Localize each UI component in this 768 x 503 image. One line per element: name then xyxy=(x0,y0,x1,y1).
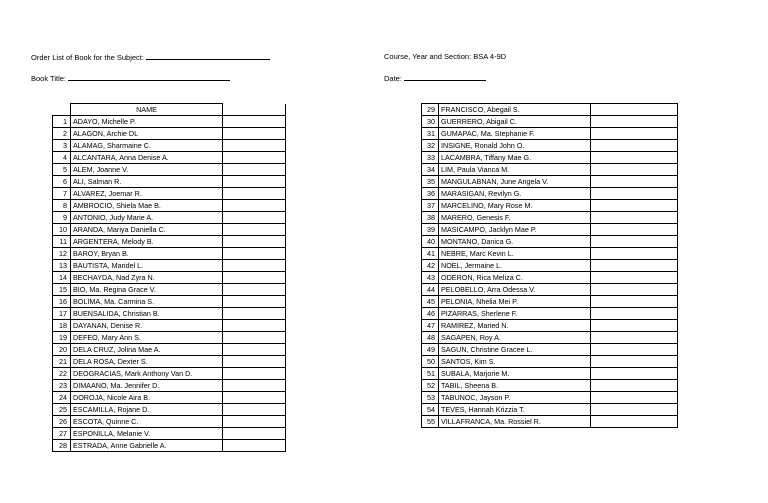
subject-label: Order List of Book for the Subject: xyxy=(31,53,144,62)
student-name: SUBALA, Marjorie M. xyxy=(439,368,591,380)
row-number: 38 xyxy=(422,212,439,224)
table-row xyxy=(53,416,286,428)
row-number: 52 xyxy=(422,380,439,392)
table-row xyxy=(422,344,678,356)
table-row xyxy=(422,392,678,404)
blank-cell xyxy=(223,224,286,236)
row-number: 23 xyxy=(53,380,71,392)
student-name: DELA CRUZ, Jolina Mae A. xyxy=(71,344,223,356)
student-name: SAGAPEN, Roy A. xyxy=(439,332,591,344)
student-name: TABIL, Sheena B. xyxy=(439,380,591,392)
blank-cell xyxy=(591,152,678,164)
blank-cell xyxy=(223,416,286,428)
blank-cell xyxy=(591,200,678,212)
row-number: 11 xyxy=(53,236,71,248)
student-name: DOROJA, Nicole Aira B. xyxy=(71,392,223,404)
student-name: BAUTISTA, Maridel L. xyxy=(71,260,223,272)
student-name: MONTANO, Danica G. xyxy=(439,236,591,248)
blank-cell xyxy=(223,188,286,200)
course-label: Course, Year and Section: xyxy=(384,52,472,61)
table-header-row xyxy=(53,104,286,116)
table-row xyxy=(422,368,678,380)
table-row xyxy=(53,308,286,320)
row-number: 20 xyxy=(53,344,71,356)
blank-cell xyxy=(223,128,286,140)
table-row xyxy=(422,200,678,212)
table-row xyxy=(422,320,678,332)
table-row xyxy=(422,272,678,284)
blank-cell xyxy=(223,392,286,404)
table-row xyxy=(422,260,678,272)
blank-cell xyxy=(223,344,286,356)
blank-cell xyxy=(223,248,286,260)
book-title-field xyxy=(31,73,230,83)
table-row xyxy=(53,260,286,272)
table-row xyxy=(422,332,678,344)
table-row xyxy=(53,404,286,416)
blank-cell xyxy=(591,320,678,332)
row-number: 51 xyxy=(422,368,439,380)
row-number: 5 xyxy=(53,164,71,176)
blank-cell xyxy=(591,332,678,344)
student-name: INSIGNE, Ronald John O. xyxy=(439,140,591,152)
row-number: 25 xyxy=(53,404,71,416)
row-number: 42 xyxy=(422,260,439,272)
table-row xyxy=(422,152,678,164)
blank-cell xyxy=(591,140,678,152)
blank-cell xyxy=(223,440,286,452)
book-title-label: Book Title: xyxy=(31,74,67,83)
blank-cell xyxy=(591,104,678,116)
table-row xyxy=(53,428,286,440)
table-row xyxy=(422,104,678,116)
student-name: SAGUN, Christine Gracee L. xyxy=(439,344,591,356)
row-number: 41 xyxy=(422,248,439,260)
table-row xyxy=(422,224,678,236)
student-name: FRANCISCO, Abegail S. xyxy=(439,104,591,116)
blank-cell xyxy=(591,380,678,392)
row-number: 9 xyxy=(53,212,71,224)
table-row xyxy=(422,380,678,392)
blank-cell xyxy=(223,272,286,284)
blank-cell xyxy=(591,344,678,356)
table-row xyxy=(53,152,286,164)
row-number: 37 xyxy=(422,200,439,212)
table-row xyxy=(422,296,678,308)
student-name: GUERRERO, Abigail C. xyxy=(439,116,591,128)
blank-cell xyxy=(591,272,678,284)
course-field xyxy=(384,52,506,61)
student-name: ALAMAG, Sharmaine C. xyxy=(71,140,223,152)
table-row xyxy=(422,308,678,320)
row-number: 47 xyxy=(422,320,439,332)
student-name: ANTONIO, Judy Marie A. xyxy=(71,212,223,224)
row-number: 49 xyxy=(422,344,439,356)
row-number: 24 xyxy=(53,392,71,404)
row-number: 32 xyxy=(422,140,439,152)
blank-cell xyxy=(591,188,678,200)
blank-cell xyxy=(591,392,678,404)
student-name: MARCELINO, Mary Rose M. xyxy=(439,200,591,212)
student-name: ESCAMILLA, Rojane D. xyxy=(71,404,223,416)
row-number: 36 xyxy=(422,188,439,200)
student-name: DAYANAN, Denise R. xyxy=(71,320,223,332)
student-name: ARGENTERA, Melody B. xyxy=(71,236,223,248)
blank-cell xyxy=(223,428,286,440)
date-label: Date: xyxy=(384,74,402,83)
row-number: 7 xyxy=(53,188,71,200)
row-number: 55 xyxy=(422,416,439,428)
student-name: PIZARRAS, Sherlene F. xyxy=(439,308,591,320)
table-row xyxy=(53,272,286,284)
table-row xyxy=(53,356,286,368)
row-number: 2 xyxy=(53,128,71,140)
row-number: 17 xyxy=(53,308,71,320)
student-name: TABUNOC, Jayson P. xyxy=(439,392,591,404)
row-number: 27 xyxy=(53,428,71,440)
row-number: 14 xyxy=(53,272,71,284)
student-name: RAMIREZ, Maried N. xyxy=(439,320,591,332)
blank-cell xyxy=(591,176,678,188)
roster-table-right xyxy=(421,103,678,428)
table-row xyxy=(53,344,286,356)
blank-cell xyxy=(223,296,286,308)
row-number: 45 xyxy=(422,296,439,308)
student-name: ODERON, Rica Meliza C. xyxy=(439,272,591,284)
blank-header-cell xyxy=(223,104,286,116)
row-number: 26 xyxy=(53,416,71,428)
blank-cell xyxy=(591,224,678,236)
student-name: DIMAANO, Ma. Jennifer D. xyxy=(71,380,223,392)
roster-table-left xyxy=(52,103,286,452)
student-name: AMBROCIO, Shiela Mae B. xyxy=(71,200,223,212)
blank-cell xyxy=(591,236,678,248)
student-name: MARERO, Genesis F. xyxy=(439,212,591,224)
blank-cell xyxy=(223,380,286,392)
row-number: 4 xyxy=(53,152,71,164)
row-number: 50 xyxy=(422,356,439,368)
table-row xyxy=(53,188,286,200)
table-row xyxy=(422,236,678,248)
blank-cell xyxy=(591,284,678,296)
student-name: BIO, Ma. Regina Grace V. xyxy=(71,284,223,296)
table-row xyxy=(53,392,286,404)
student-name: SANTOS, Kim S. xyxy=(439,356,591,368)
row-number: 22 xyxy=(53,368,71,380)
row-number: 8 xyxy=(53,200,71,212)
row-number: 28 xyxy=(53,440,71,452)
blank-cell xyxy=(591,212,678,224)
table-row xyxy=(53,116,286,128)
student-name: ARANDA, Mariya Daniella C. xyxy=(71,224,223,236)
row-number: 44 xyxy=(422,284,439,296)
student-name: BAROY, Bryan B. xyxy=(71,248,223,260)
table-row xyxy=(53,248,286,260)
blank-cell xyxy=(223,404,286,416)
blank-cell xyxy=(591,164,678,176)
blank-cell xyxy=(223,140,286,152)
table-row xyxy=(53,176,286,188)
row-number: 30 xyxy=(422,116,439,128)
student-name: BECHAYDA, Nad Zyra N. xyxy=(71,272,223,284)
row-number: 48 xyxy=(422,332,439,344)
blank-cell xyxy=(223,176,286,188)
blank-cell xyxy=(591,296,678,308)
table-row xyxy=(53,440,286,452)
row-number: 31 xyxy=(422,128,439,140)
table-row xyxy=(53,320,286,332)
row-number: 16 xyxy=(53,296,71,308)
student-name: GUMAPAC, Ma. Stephanie F. xyxy=(439,128,591,140)
row-number: 39 xyxy=(422,224,439,236)
row-number: 35 xyxy=(422,176,439,188)
student-name: ALEM, Joanne V. xyxy=(71,164,223,176)
blank-cell xyxy=(591,404,678,416)
row-number: 1 xyxy=(53,116,71,128)
row-number: 33 xyxy=(422,152,439,164)
row-number: 12 xyxy=(53,248,71,260)
table-row xyxy=(53,284,286,296)
blank-cell xyxy=(223,320,286,332)
course-value: BSA 4-9D xyxy=(473,52,507,61)
student-name: MASICAMPO, Jacklyn Mae P. xyxy=(439,224,591,236)
student-name: PELOBELLO, Arra Odessa V. xyxy=(439,284,591,296)
blank-cell xyxy=(223,116,286,128)
table-row xyxy=(422,416,678,428)
student-name: VILLAFRANCA, Ma. Rossiel R. xyxy=(439,416,591,428)
table-row xyxy=(53,332,286,344)
blank-cell xyxy=(223,308,286,320)
table-row xyxy=(53,296,286,308)
blank-cell xyxy=(591,116,678,128)
row-number: 53 xyxy=(422,392,439,404)
blank-cell xyxy=(223,200,286,212)
blank-cell xyxy=(591,260,678,272)
row-number: 46 xyxy=(422,308,439,320)
table-row xyxy=(422,248,678,260)
blank-cell xyxy=(223,152,286,164)
date-field xyxy=(384,73,486,83)
table-row xyxy=(422,116,678,128)
blank-cell xyxy=(223,284,286,296)
row-number: 43 xyxy=(422,272,439,284)
blank-cell xyxy=(591,308,678,320)
student-name: MARASIGAN, Revilyn G. xyxy=(439,188,591,200)
table-row xyxy=(53,236,286,248)
student-name: LACAMBRA, Tiffany Mae G. xyxy=(439,152,591,164)
row-number: 34 xyxy=(422,164,439,176)
subject-field xyxy=(31,52,270,62)
row-number: 54 xyxy=(422,404,439,416)
student-name: NOEL, Jermaine L. xyxy=(439,260,591,272)
number-header-cell xyxy=(53,104,71,116)
blank-cell xyxy=(223,260,286,272)
row-number: 18 xyxy=(53,320,71,332)
table-row xyxy=(422,128,678,140)
table-row xyxy=(53,140,286,152)
student-name: BUENSALIDA, Christian B. xyxy=(71,308,223,320)
student-name: ALI, Salman R. xyxy=(71,176,223,188)
student-name: NEBRE, Marc Kevin L. xyxy=(439,248,591,260)
row-number: 15 xyxy=(53,284,71,296)
table-row xyxy=(53,200,286,212)
row-number: 40 xyxy=(422,236,439,248)
row-number: 13 xyxy=(53,260,71,272)
table-row xyxy=(422,164,678,176)
table-row xyxy=(422,176,678,188)
student-name: BOLIMA, Ma. Carmina S. xyxy=(71,296,223,308)
table-row xyxy=(53,212,286,224)
student-name: PELONIA, Nhelia Mei P. xyxy=(439,296,591,308)
student-name: DEFEO, Mary Ann S. xyxy=(71,332,223,344)
table-row xyxy=(422,212,678,224)
student-name: ALAGON, Archie DL xyxy=(71,128,223,140)
row-number: 29 xyxy=(422,104,439,116)
blank-cell xyxy=(591,248,678,260)
row-number: 10 xyxy=(53,224,71,236)
table-row xyxy=(422,188,678,200)
subject-blank-line xyxy=(146,52,270,60)
table-row xyxy=(422,284,678,296)
blank-cell xyxy=(223,332,286,344)
student-name: TEVES, Hannah Krizzia T. xyxy=(439,404,591,416)
row-number: 21 xyxy=(53,356,71,368)
blank-cell xyxy=(591,356,678,368)
row-number: 19 xyxy=(53,332,71,344)
table-row xyxy=(53,224,286,236)
blank-cell xyxy=(591,368,678,380)
student-name: ALCANTARA, Anna Denise A. xyxy=(71,152,223,164)
table-row xyxy=(53,380,286,392)
blank-cell xyxy=(223,212,286,224)
table-row xyxy=(422,404,678,416)
table-row xyxy=(422,140,678,152)
name-column-header: NAME xyxy=(71,104,223,116)
student-name: ADAYO, Michelle P. xyxy=(71,116,223,128)
student-name: ESTRADA, Anne Gabrielle A. xyxy=(71,440,223,452)
row-number: 6 xyxy=(53,176,71,188)
student-name: DELA ROSA, Dexter S. xyxy=(71,356,223,368)
student-name: ESCOTA, Quinne C. xyxy=(71,416,223,428)
book-title-blank-line xyxy=(68,73,230,81)
table-row xyxy=(53,368,286,380)
blank-cell xyxy=(223,356,286,368)
row-number: 3 xyxy=(53,140,71,152)
blank-cell xyxy=(591,128,678,140)
table-row xyxy=(53,128,286,140)
blank-cell xyxy=(223,236,286,248)
table-row xyxy=(422,356,678,368)
student-name: ALVAREZ, Joemar R. xyxy=(71,188,223,200)
blank-cell xyxy=(591,416,678,428)
student-name: DEOGRACIAS, Mark Anthony Van D. xyxy=(71,368,223,380)
student-name: LIM, Paula Vianca M. xyxy=(439,164,591,176)
blank-cell xyxy=(223,368,286,380)
table-row xyxy=(53,164,286,176)
date-blank-line xyxy=(404,73,486,81)
student-name: ESPONILLA, Melanie V. xyxy=(71,428,223,440)
student-name: MANGULABNAN, June Angela V. xyxy=(439,176,591,188)
blank-cell xyxy=(223,164,286,176)
